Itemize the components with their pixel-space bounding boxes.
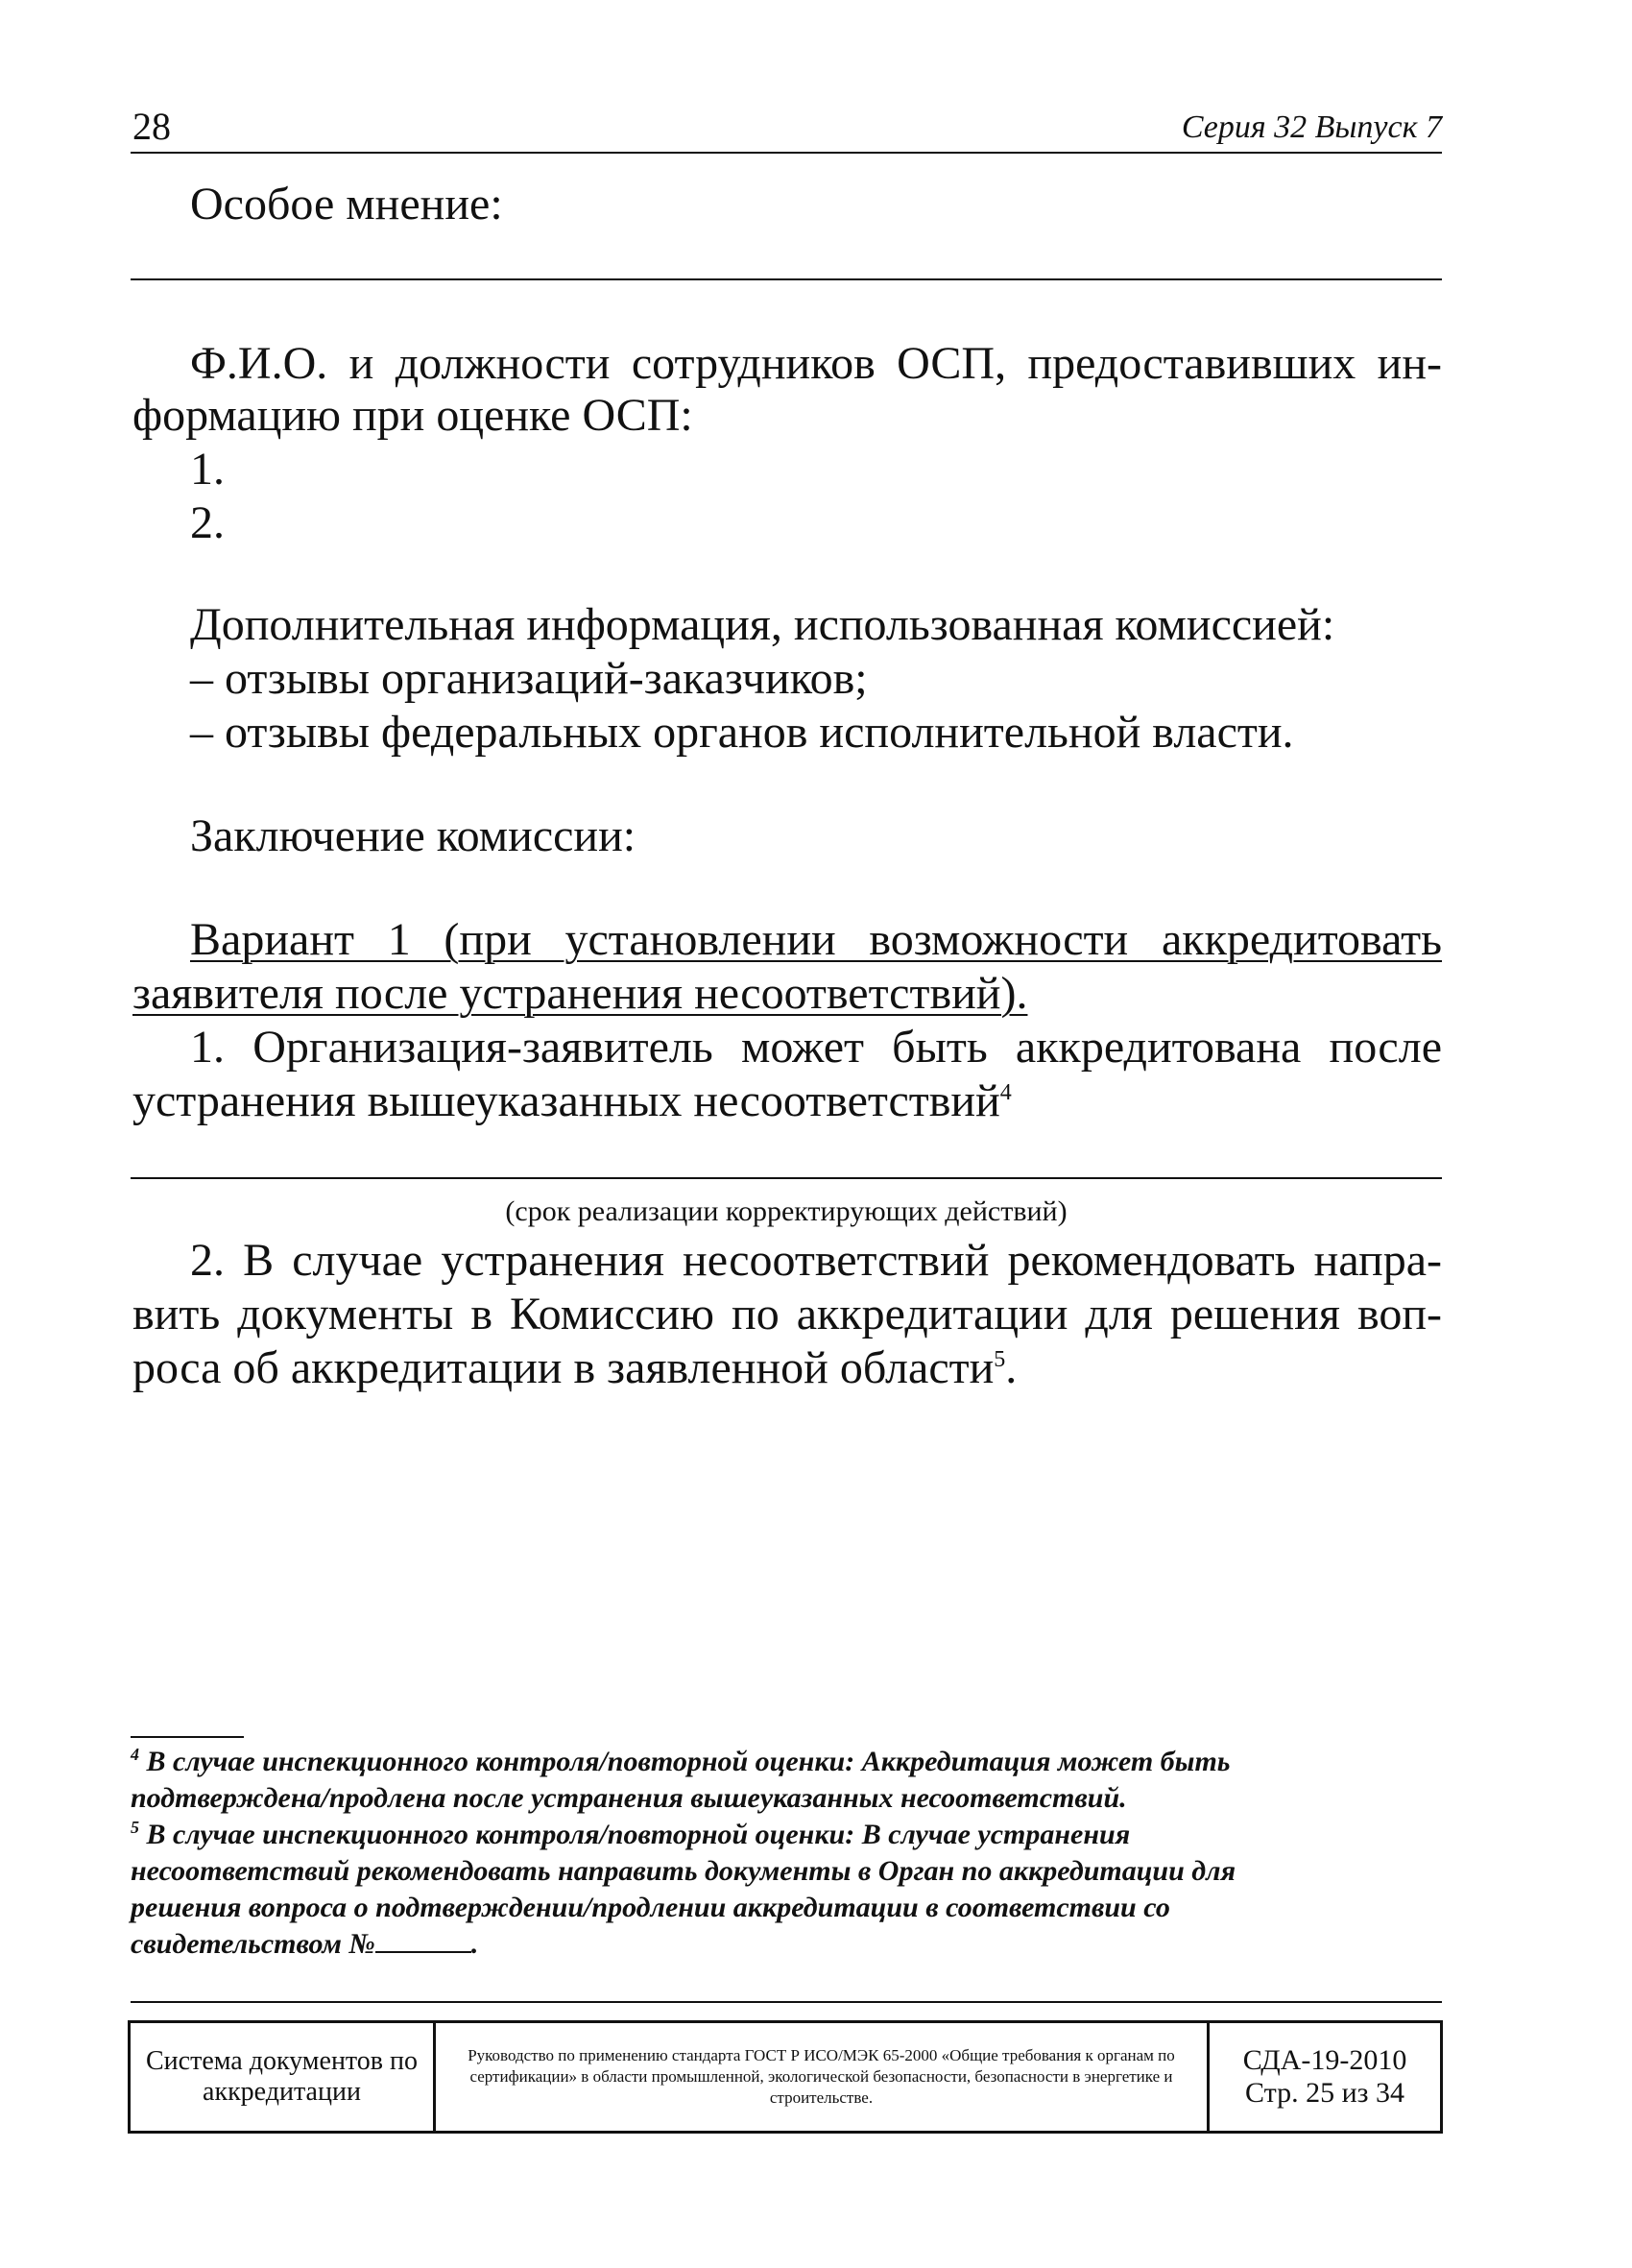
footnote-5-mark: 5 [131, 1818, 139, 1837]
variant-line-1: Вариант 1 (при установлении возможности аккредитовать [190, 914, 1442, 965]
certificate-number-blank [375, 1926, 471, 1953]
special-opinion-blank-line [131, 278, 1442, 280]
staff-info-line-1: Ф.И.О. и должности сотрудников ОСП, предоставивших ин- [190, 338, 1442, 389]
point1-line-2: устранения вышеуказанных несоответствий$^4$ [132, 1075, 1012, 1126]
footnote-4: $^4$ В случае инспекционного контроля/повторной оценки: Аккредитация может быть подтверждена/продлена после устранения вышеуказанных несоответствий. [131, 1745, 1231, 1814]
additional-info-title: Дополнительная информация, использованная комиссией: [190, 599, 1335, 650]
footnote-ref-4: 4 [999, 1080, 1012, 1105]
deadline-caption: (срок реализации корректирующих действий) [505, 1195, 1068, 1227]
deadline-blank-line [131, 1177, 1442, 1179]
footer-system-cell: Система документов по аккредитации [131, 2023, 436, 2131]
point1-line-1: 1. Организация-заявитель может быть аккредитована после [190, 1022, 1442, 1073]
page-number: 28 [132, 105, 171, 148]
staff-info-line-2: формацию при оценке ОСП: [132, 390, 693, 441]
footer-table [128, 2020, 1443, 2134]
additional-info-item-authorities: – отзывы федеральных органов исполнительной власти. [190, 707, 1294, 758]
staff-item-1: 1. [190, 444, 225, 495]
footer-page: Стр. 25 из 34 [1245, 2077, 1404, 2109]
point2-line-3: роса об аккредитации в заявленной области$^5$. [132, 1342, 1018, 1393]
footnote-ref-5: 5 [994, 1347, 1006, 1372]
point2-line-2: вить документы в Комиссию по аккредитации для решения воп- [132, 1289, 1442, 1339]
special-opinion-label: Особое мнение: [190, 179, 503, 229]
footer-rule [131, 2001, 1442, 2003]
header-rule [131, 152, 1442, 154]
series-label: Серия 32 Выпуск 7 [1181, 109, 1442, 145]
staff-item-2: 2. [190, 497, 225, 548]
conclusion-title: Заключение комиссии: [190, 810, 636, 861]
footnote-separator [131, 1736, 244, 1738]
footer-code-cell [1210, 2023, 1440, 2131]
footnote-5: $^5$ В случае инспекционного контроля/повторной оценки: В случае устранения несоответствий рекомендовать направить документы в Орган по аккредитации для решения вопроса о подтверждении/продлении аккредитации в соответствии со свидетельством № . [131, 1818, 1236, 1960]
additional-info-item-customers: – отзывы организаций-заказчиков; [190, 653, 868, 704]
footnote-4-mark: 4 [131, 1745, 139, 1764]
footer-doc-code: СДА-19-2010 [1242, 2044, 1407, 2076]
footer-guide-cell: Руководство по применению стандарта ГОСТ Р ИСО/МЭК 65-2000 «Общие требования к органам по сертификации» в области промышленной, экологической безопасности, безопасности в энергетике и строительстве. [436, 2023, 1210, 2131]
point2-line-1: 2. В случае устранения несоответствий рекомендовать напра- [190, 1235, 1442, 1286]
variant-line-2: заявителя после устранения несоответствий). [132, 968, 1028, 1019]
